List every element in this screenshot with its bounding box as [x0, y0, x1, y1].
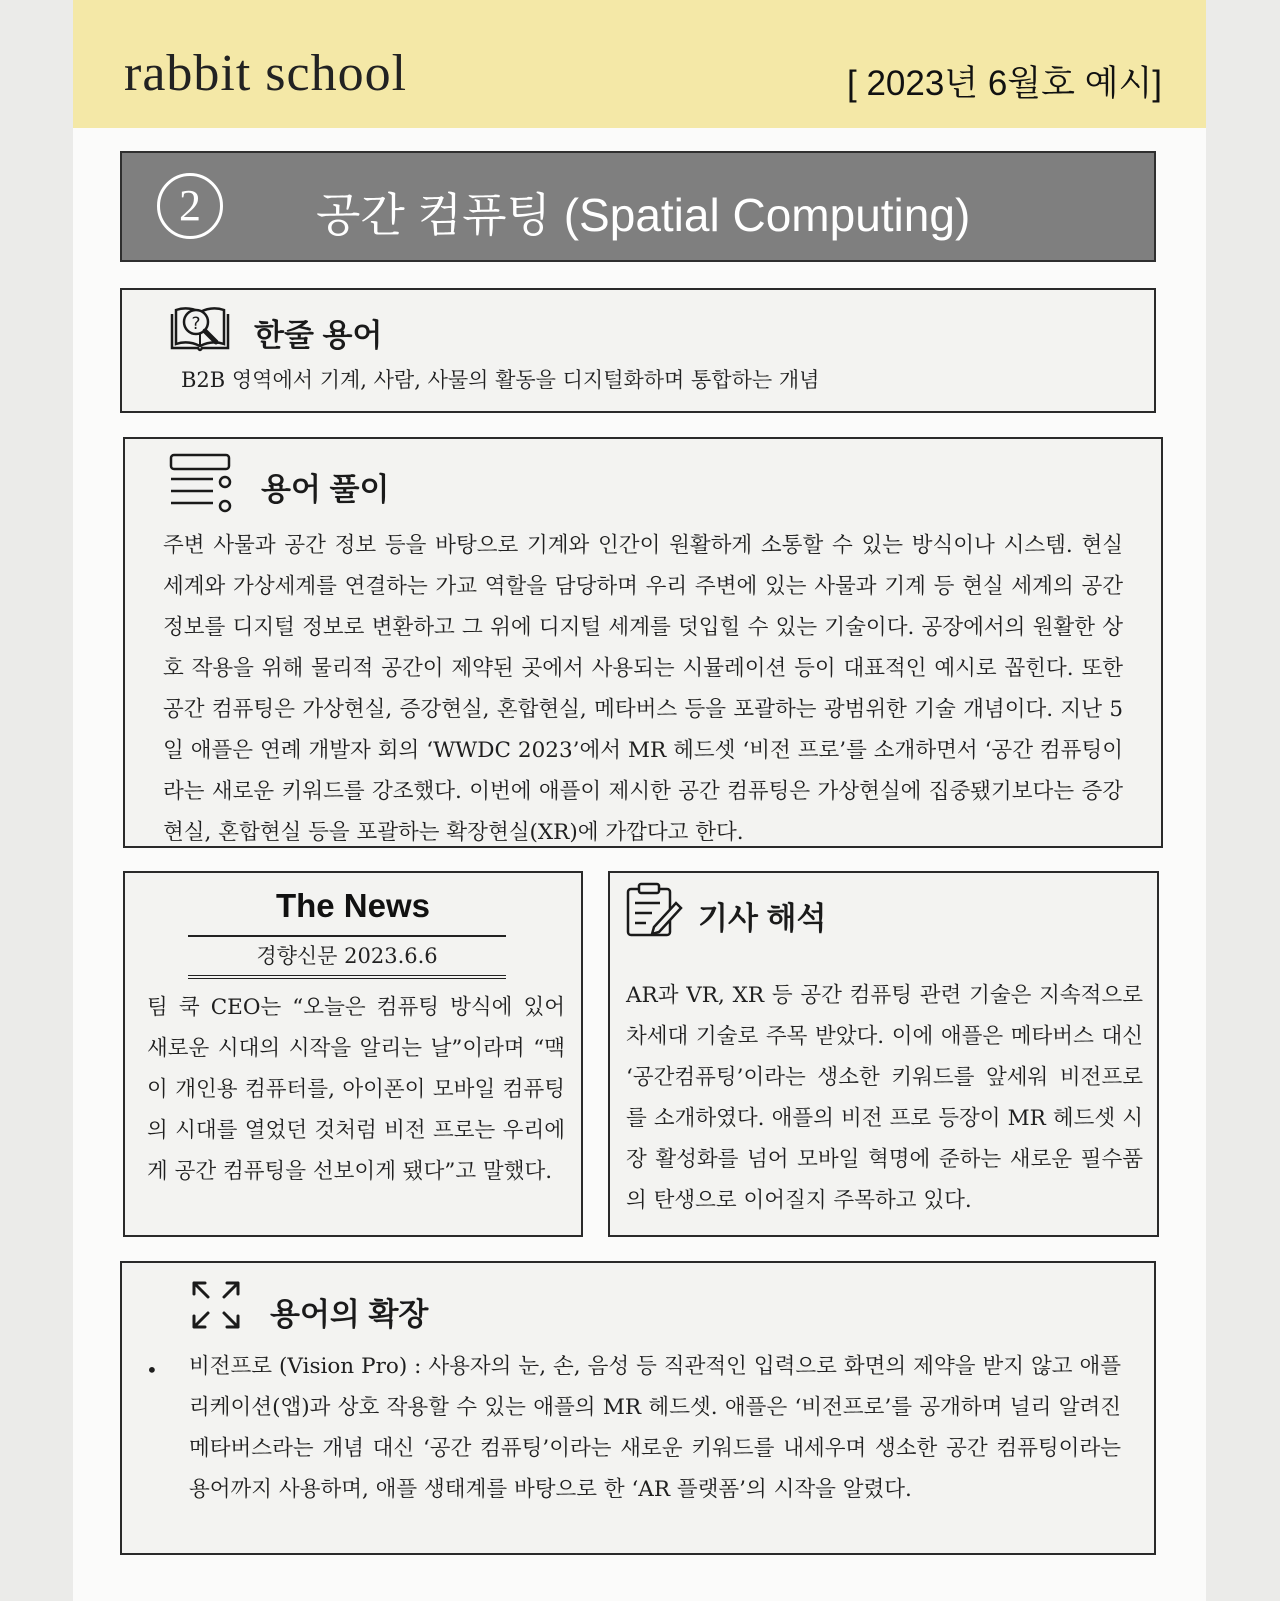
svg-text:?: ?: [191, 314, 201, 334]
extension-text: 비전프로 (Vision Pro) : 사용자의 눈, 손, 음성 등 직관적인 입력으로 화면의 제약을 받지 않고 애플리케이션(앱)과 상호 작용할 수 있는 애플의 MR 헤드셋. 애플은 ‘비전프로’를 공개하며 널리 알려진 메타버스라는 개념 대신 ‘공간 컴퓨팅’이라는 새로운 키워드를 내세우며 생소한 공간 컴퓨팅이라는 용어까지 사용하며, 애플 생태계를 바탕으로 한 ‘AR 플랫폼’의 시작을 알렸다.: [189, 1354, 1121, 1502]
analysis-box: [608, 871, 1159, 1237]
oneline-box: [120, 288, 1156, 413]
oneline-heading: 한줄 용어: [254, 318, 383, 353]
list-lines-icon: [167, 451, 237, 517]
explanation-box: [123, 437, 1163, 848]
extension-box: [120, 1261, 1156, 1555]
analysis-text: AR과 VR, XR 등 공간 컴퓨팅 관련 기술은 지속적으로 차세대 기술로 주목 받았다. 이에 애플은 메타버스 대신 ‘공간컴퓨팅’이라는 생소한 키워드를 앞세워 비전프로를 소개하였다. 애플의 비전 프로 등장이 MR 헤드셋 시장 활성화를 넘어 모바일 혁명에 준하는 새로운 필수품의 탄생으로 이어질지 주목하고 있다.: [626, 983, 1143, 1213]
brand-logo: rabbit school: [124, 45, 408, 102]
explanation-text: 주변 사물과 공간 정보 등을 바탕으로 기계와 인간이 원활하게 소통할 수 있는 방식이나 시스템. 현실 세계와 가상세계를 연결하는 가교 역할을 담당하며 우리 주변에 있는 사물과 기계 등 현실 세계의 공간 정보를 디지털 정보로 변환하고 그 위에 디지털 세계를 덧입힐 수 있는 기술이다. 공장에서의 원활한 상호 작용을 위해 물리적 공간이 제약된 곳에서 사용되는 시뮬레이션 등이 대표적인 예시로 꼽힌다. 또한 공간 컴퓨팅은 가상현실, 증강현실, 혼합현실, 메타버스 등을 포괄하는 광범위한 기술 개념이다. 지난 5일 애플은 연례 개발자 회의 ‘WWDC 2023’에서 MR 헤드셋 ‘비전 프로’를 소개하면서 ‘공간 컴퓨팅이라는 새로운 키워드를 강조했다. 이번에 애플이 제시한 공간 컴퓨팅은 가상현실에 집중됐기보다는 증강현실, 혼합현실 등을 포괄하는 확장현실(XR)에 가깝다고 한다.: [163, 533, 1123, 845]
news-source: 경향신문 2023.6.6: [188, 935, 506, 979]
oneline-text: B2B 영역에서 기계, 사람, 사물의 활동을 디지털화하며 통합하는 개념: [181, 368, 820, 392]
analysis-heading: 기사 해석: [698, 901, 827, 936]
bullet-marker: •: [146, 1358, 158, 1382]
issue-label: [ 2023년 6월호 예시]: [847, 64, 1162, 103]
page-title: 공간 컴퓨팅 (Spatial Computing): [316, 189, 971, 241]
title-banner: [120, 151, 1156, 262]
section-number: 2: [157, 173, 223, 239]
news-box: [123, 871, 583, 1237]
extension-heading: 용어의 확장: [270, 1297, 429, 1332]
book-magnifier-icon: [168, 300, 232, 354]
news-heading: The News: [275, 887, 431, 924]
explanation-heading: 용어 풀이: [261, 472, 390, 507]
news-text: 팀 쿡 CEO는 “오늘은 컴퓨팅 방식에 있어 새로운 시대의 시작을 알리는 날”이라며 “맥이 개인용 컴퓨터를, 아이폰이 모바일 컴퓨팅의 시대를 열었던 것처럼 비전 프로는 우리에게 공간 컴퓨팅을 선보이게 됐다”고 말했다.: [147, 995, 565, 1184]
expand-arrows-icon: [190, 1279, 242, 1331]
clipboard-pencil-icon: [624, 881, 684, 939]
